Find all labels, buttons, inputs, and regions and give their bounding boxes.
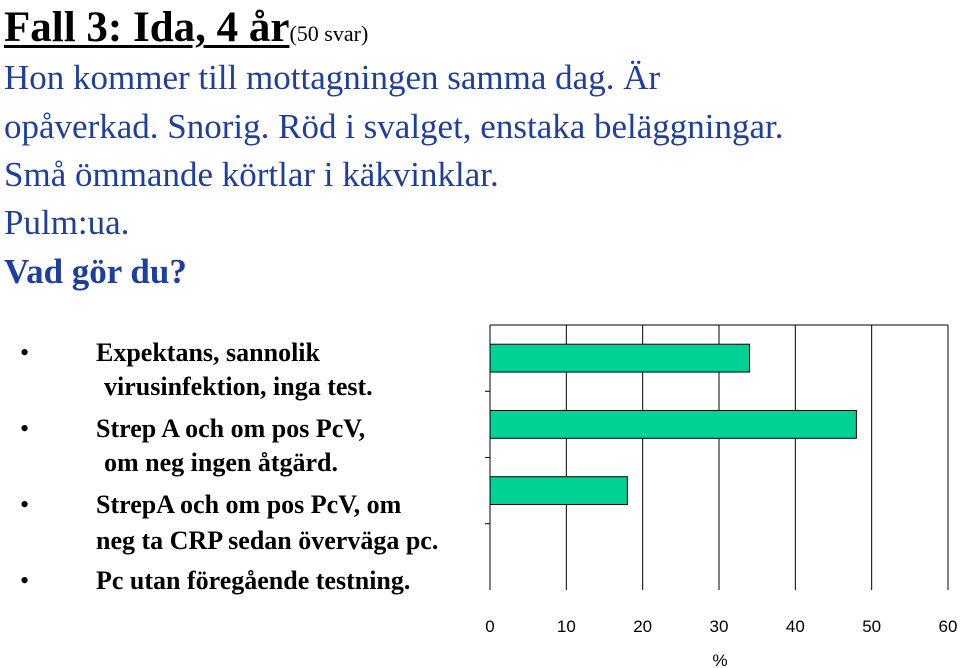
bar-1: [490, 344, 750, 372]
title-note: (50 svar): [289, 21, 369, 46]
case-line-2: opåverkad. Snorig. Röd i svalget, enstaka beläggningar.: [4, 107, 784, 146]
option-1-bullet: •: [20, 338, 30, 367]
x-tick-label: 50: [862, 617, 882, 636]
option-4-bullet: •: [20, 566, 30, 595]
x-tick-label: 30: [709, 617, 729, 636]
option-3-line-2: neg ta CRP sedan överväga pc.: [96, 526, 439, 555]
question: Vad gör du?: [4, 252, 187, 291]
bar-3: [490, 477, 627, 505]
option-1-line-2: virusinfektion, inga test.: [104, 372, 373, 401]
x-tick-label: 40: [785, 617, 805, 636]
x-tick-label: 20: [633, 617, 653, 636]
case-line-1: Hon kommer till mottagningen samma dag. Är: [4, 58, 661, 97]
bar-2: [490, 410, 856, 438]
option-2-bullet: •: [20, 414, 30, 443]
option-1-line-1: Expektans, sannolik: [96, 338, 320, 367]
x-tick-label: 60: [938, 617, 958, 636]
x-axis-label: %: [712, 651, 728, 668]
option-3-bullet: •: [20, 490, 30, 519]
case-line-4: Pulm:ua.: [4, 203, 130, 242]
option-3-line-1: StrepA och om pos PcV, om: [96, 490, 402, 519]
case-line-3: Små ömmande körtlar i käkvinklar.: [4, 155, 499, 194]
option-2-line-2: om neg ingen åtgärd.: [104, 448, 338, 477]
title-main: Fall 3: Ida, 4 år: [4, 4, 290, 51]
option-4-line-1: Pc utan föregående testning.: [96, 566, 411, 595]
option-2-line-1: Strep A och om pos PcV,: [96, 414, 366, 443]
x-tick-label: 0: [485, 617, 495, 636]
x-tick-label: 10: [556, 617, 576, 636]
